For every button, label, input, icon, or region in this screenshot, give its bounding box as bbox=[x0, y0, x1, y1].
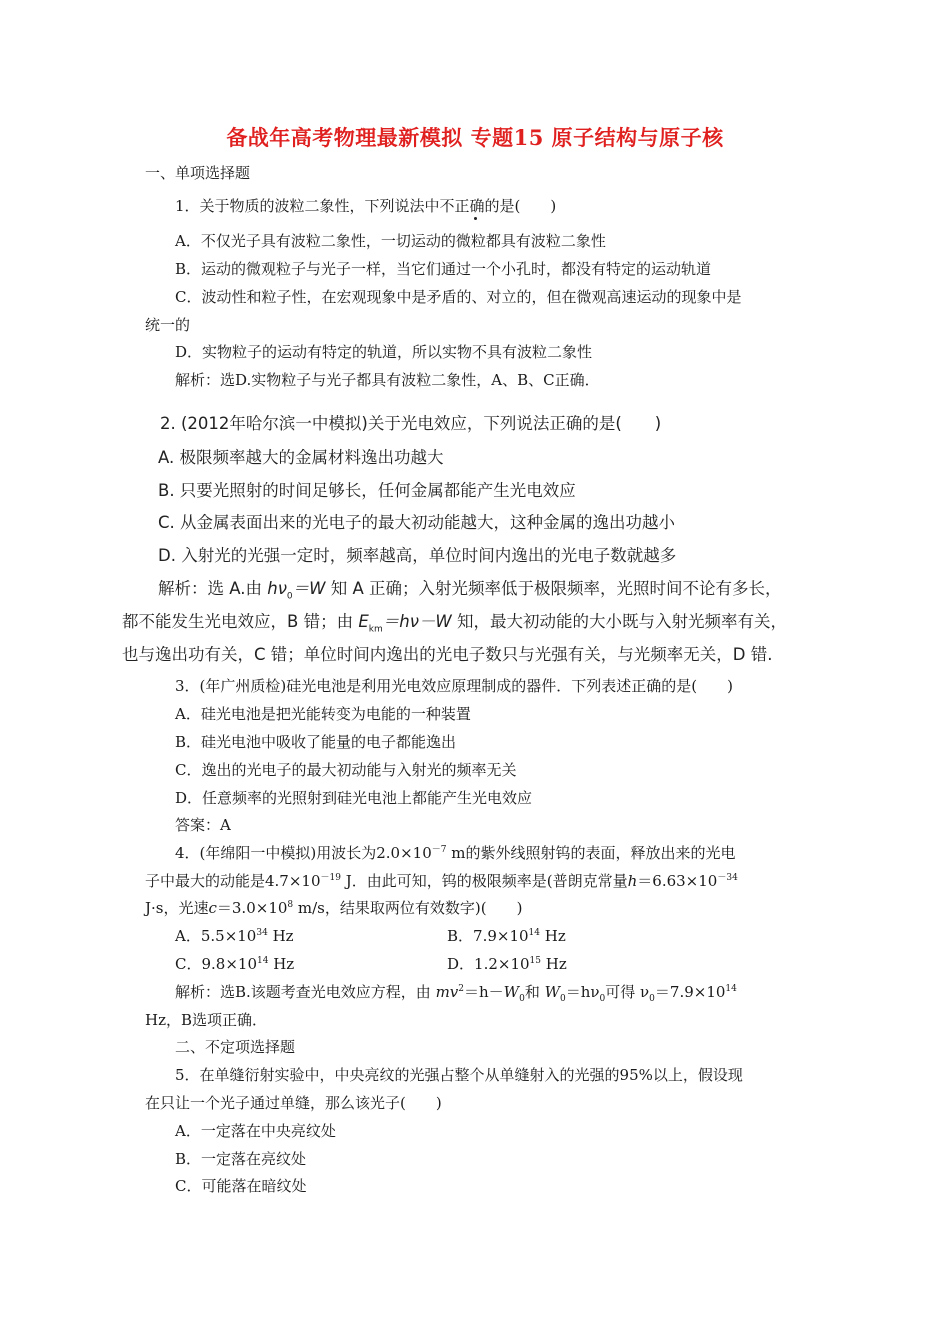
q2-analysis-line2: 都不能发生光电效应，B 错；由 $E_{km}=h\nu-W$ 知，最大初动能的大小既与入射光频率有关， bbox=[122, 612, 787, 635]
q1-option-c-line2: 统一的 bbox=[145, 316, 191, 334]
q3-option-b: B．硅光电池中吸收了能量的电子都能逸出 bbox=[175, 733, 457, 751]
document-title: 备战年高考物理最新模拟 专题15 原子结构与原子核 bbox=[226, 125, 724, 150]
q4-analysis-line1: 解析：选B.该题考查光电效应方程，由 $mv^2=h-W_0$和 $W_0=h\nu_0$可得 $\nu_0=7.9\times 10^{14}$ bbox=[175, 983, 737, 1004]
q3-option-c: C．逸出的光电子的最大初动能与入射光的频率无关 bbox=[175, 761, 517, 779]
q2-option-c: C. 从金属表面出来的光电子的最大初动能越大，这种金属的逸出功越小 bbox=[158, 513, 676, 532]
q4-stem-line1: 4．(年绵阳一中模拟)用波长为$2.0\times 10^{-7}$ m的紫外线照射钨的表面，释放出来的光电 bbox=[175, 844, 736, 862]
q5-option-a: A．一定落在中央亮纹处 bbox=[175, 1122, 336, 1140]
q4-option-c: C．$9.8\times 10^{14}$ Hz bbox=[175, 955, 295, 973]
section-heading-single-choice: 一、单项选择题 bbox=[145, 164, 251, 182]
q4-analysis-line2: Hz，B选项正确． bbox=[145, 1011, 268, 1029]
q5-stem-line2: 在只让一个光子通过单缝，那么该光子( ) bbox=[145, 1094, 442, 1112]
q2-option-d: D. 入射光的光强一定时，频率越高，单位时间内逸出的光电子数就越多 bbox=[158, 546, 677, 565]
q1-option-b: B．运动的微观粒子与光子一样，当它们通过一个小孔时，都没有特定的运动轨道 bbox=[175, 260, 712, 278]
q1-stem: 1．关于物质的波粒二象性，下列说法中不正确的是( ) bbox=[175, 197, 557, 215]
section-heading-multi-choice: 二、不定项选择题 bbox=[175, 1038, 296, 1056]
q4-stem-line2: 子中最大的动能是$4.7\times 10^{-19}$ J．由此可知，钨的极限频率是(普朗克常量$h=6.63\times 10^{-34}$ bbox=[145, 872, 738, 890]
q1-option-d: D．实物粒子的运动有特定的轨道，所以实物不具有波粒二象性 bbox=[175, 343, 593, 361]
q2-analysis-line3: 也与逸出功有关，C 错；单位时间内逸出的光电子数只与光强有关，与光频率无关，D 错. bbox=[122, 645, 773, 664]
q3-stem: 3．(年广州质检)硅光电池是利用光电效应原理制成的器件．下列表述正确的是( ) bbox=[175, 677, 733, 695]
q2-option-a: A. 极限频率越大的金属材料逸出功越大 bbox=[158, 448, 444, 467]
q1-option-a: A．不仅光子具有波粒二象性，一切运动的微粒都具有波粒二象性 bbox=[175, 232, 606, 250]
q5-option-b: B．一定落在亮纹处 bbox=[175, 1150, 307, 1168]
q4-option-d: D．$1.2\times 10^{15}$ Hz bbox=[447, 955, 567, 973]
q1-option-c-line1: C．波动性和粒子性，在宏观现象中是矛盾的、对立的，但在微观高速运动的现象中是 bbox=[175, 288, 742, 306]
q3-answer: 答案：A bbox=[175, 816, 231, 834]
emphasis-dot bbox=[474, 217, 477, 220]
q1-analysis: 解析：选D.实物粒子与光子都具有波粒二象性，A、B、C正确． bbox=[175, 371, 600, 389]
q2-stem: 2. (2012年哈尔滨一中模拟)关于光电效应，下列说法正确的是( ) bbox=[160, 414, 662, 433]
q4-option-b: B．$7.9\times 10^{14}$ Hz bbox=[447, 927, 566, 945]
q5-option-c: C．可能落在暗纹处 bbox=[175, 1177, 307, 1195]
q3-option-d: D．任意频率的光照射到硅光电池上都能产生光电效应 bbox=[175, 789, 533, 807]
q2-option-b: B. 只要光照射的时间足够长，任何金属都能产生光电效应 bbox=[158, 481, 576, 500]
q2-analysis-line1: 解析：选 A.由 $h\nu_0=W$ 知 A 正确；入射光频率低于极限频率，光照时间不论有多长， bbox=[158, 579, 782, 602]
q4-option-a: A．$5.5\times 10^{34}$ Hz bbox=[175, 927, 294, 945]
q5-stem-line1: 5．在单缝衍射实验中，中央亮纹的光强占整个从单缝射入的光强的95%以上，假设现 bbox=[175, 1066, 743, 1084]
q3-option-a: A．硅光电池是把光能转变为电能的一种装置 bbox=[175, 705, 471, 723]
q4-stem-line3: J·s，光速$c=3.0\times 10^8$ m/s，结果取两位有效数字)( ) bbox=[145, 899, 523, 917]
